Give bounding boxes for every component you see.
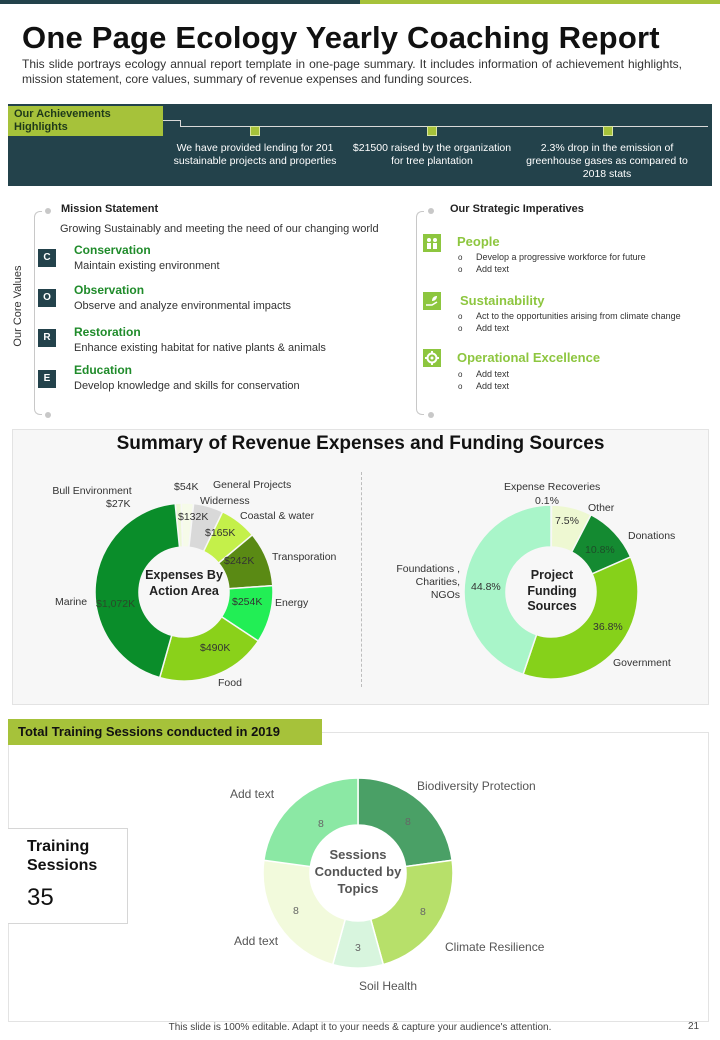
achievement-item: $21500 raised by the organization for tree plantation — [352, 142, 512, 167]
expenses-value-label: $27K — [106, 498, 131, 510]
training-value-label: 3 — [355, 942, 361, 954]
core-value-name: Observation — [74, 283, 145, 297]
expenses-category-label: General Projects — [213, 479, 292, 491]
core-value-name: Education — [74, 363, 133, 377]
core-value-desc: Enhance existing habitat for native plants & animals — [74, 342, 326, 354]
funding-category-label: Other — [588, 502, 615, 514]
expenses-value-label: $1,072K — [96, 598, 136, 610]
funding-category-label: Foundations , Charities, NGOs — [396, 563, 460, 601]
training-header: Total Training Sessions conducted in 2019 — [8, 719, 322, 745]
training-value-label: 8 — [318, 818, 324, 830]
core-value-name: Conservation — [74, 243, 151, 257]
expenses-category-label: Widerness — [200, 495, 250, 507]
funding-center-label: Project Funding Sources — [527, 568, 577, 613]
achievement-item: 2.3% drop in the emission of greenhouse gases as compared to 2018 stats — [526, 142, 688, 180]
bullet: o Add text — [458, 381, 509, 393]
core-value-name: Restoration — [74, 325, 141, 339]
mission-statement-title: Mission Statement — [61, 203, 159, 215]
achievement-item: We have provided lending for 201 sustainable projects and properties — [173, 142, 337, 167]
expenses-category-label: Coastal & water — [240, 510, 315, 522]
training-category-label: Soil Health — [359, 979, 418, 993]
funding-value-label: 36.8% — [593, 621, 623, 633]
bullet: o Add text — [458, 264, 646, 276]
achievements-label: Our Achievements Highlights — [8, 106, 163, 136]
core-values-vertical-label: Our Core Values — [12, 265, 24, 347]
strategic-imperatives-title: Our Strategic Imperatives — [450, 203, 584, 215]
funding-value-label: 7.5% — [555, 515, 579, 527]
expenses-category-label: Food — [218, 677, 242, 689]
training-sessions-value: 35 — [27, 884, 54, 911]
funding-value-label: 44.8% — [471, 581, 501, 593]
strategic-item-name: Operational Excellence — [457, 350, 601, 365]
expenses-value-label: $490K — [200, 642, 231, 654]
funding-value-label: 0.1% — [535, 495, 559, 507]
expenses-value-label: $132K — [178, 511, 209, 523]
core-value-desc: Observe and analyze environmental impacts — [74, 300, 292, 312]
training-value-label: 8 — [293, 905, 299, 917]
expenses-value-label: $165K — [205, 527, 236, 539]
training-value-label: 8 — [405, 816, 411, 828]
core-value-desc: Maintain existing environment — [74, 260, 220, 272]
expenses-value-label: $254K — [232, 596, 263, 608]
mission-statement-text: Growing Sustainably and meeting the need of our changing world — [60, 223, 379, 235]
funding-category-label: Government — [613, 657, 671, 669]
footer-text: This slide is 100% editable. Adapt it to your needs & capture your audience's attention. — [168, 1022, 552, 1033]
expenses-value-label: $54K — [174, 481, 199, 493]
page-title: One Page Ecology Yearly Coaching Report — [22, 20, 660, 55]
core-value-letter: E — [38, 370, 56, 388]
bullet: o Add text — [458, 369, 509, 381]
expenses-center-label: Expenses By Action Area — [145, 568, 223, 598]
funding-category-label: Donations — [628, 530, 676, 542]
training-category-label: Climate Resilience — [445, 940, 545, 954]
training-category-label: Biodiversity Protection — [417, 779, 536, 793]
core-value-letter: R — [38, 329, 56, 347]
core-value-letter: C — [38, 249, 56, 267]
strategic-item-name: People — [457, 234, 500, 249]
funding-category-label: Expense Recoveries — [504, 481, 601, 493]
training-category-label: Add text — [230, 787, 275, 801]
bullet: o Add text — [458, 323, 681, 335]
training-category-label: Add text — [234, 934, 279, 948]
page-number: 21 — [688, 1021, 700, 1032]
core-value-desc: Develop knowledge and skills for conservation — [74, 380, 300, 392]
core-value-letter: O — [38, 289, 56, 307]
bullet: o Act to the opportunities arising from climate change — [458, 311, 681, 323]
expenses-category-label: Transporation — [272, 551, 337, 563]
page-subtitle: This slide portrays ecology annual report template in one-page summary. It includes information of achievement highlights, mission statement, core values, summary of revenue expenses and funding sources. — [22, 57, 682, 86]
strategic-item-name: Sustainability — [460, 293, 545, 308]
training-center-label: Sessions Conducted by Topics — [314, 847, 402, 896]
expenses-value-label: $242K — [224, 555, 255, 567]
expenses-category-label: Energy — [275, 597, 309, 609]
bullet: o Develop a progressive workforce for future — [458, 252, 646, 264]
summary-title: Summary of Revenue Expenses and Funding Sources — [116, 433, 605, 454]
expenses-category-label: Marine — [55, 596, 88, 608]
training-sessions-label: Training Sessions — [27, 838, 98, 874]
funding-value-label: 10.8% — [585, 544, 615, 556]
expenses-category-label: Bull Environment — [52, 485, 132, 497]
training-value-label: 8 — [420, 906, 426, 918]
